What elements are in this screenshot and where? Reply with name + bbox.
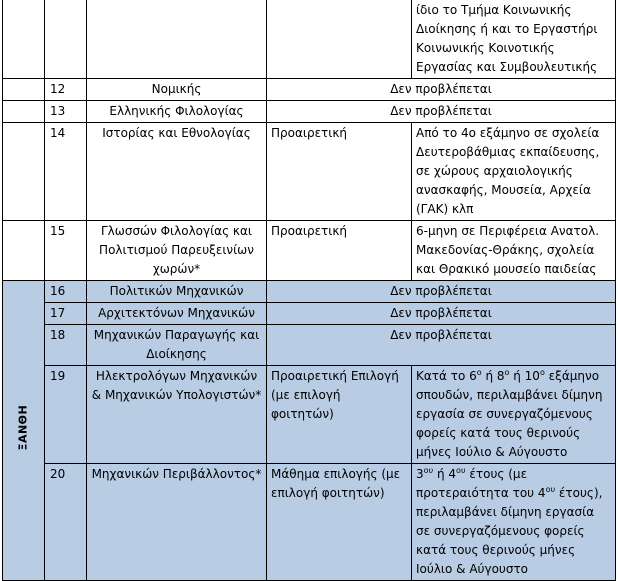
internship-table xyxy=(2,0,616,581)
department-name: Αρχιτεκτόνων Μηχανικών xyxy=(87,303,267,325)
table-row xyxy=(3,366,616,464)
campus-label: ΞΑΝΘΗ xyxy=(16,404,30,451)
department-name: Μηχανικών Περιβάλλοντος* xyxy=(87,464,267,581)
department-name: Ελληνικής Φιλολογίας xyxy=(87,101,267,123)
table-row xyxy=(3,101,616,123)
row-number: 13 xyxy=(45,101,87,123)
table-row xyxy=(3,221,616,281)
not-provided-text: Δεν προβλέπεται xyxy=(267,79,616,101)
table-row xyxy=(3,281,616,303)
internship-type: Προαιρετική xyxy=(267,221,412,281)
table-row xyxy=(3,464,616,581)
internship-details: ίδιο το Τμήμα Κοινωνικής Διοίκησης ή και το Εργαστήρι Κοινωνικής Κοινοτικής Εργασίας και Συμβουλευτικής xyxy=(412,0,616,79)
internship-details: 6-μηνη σε Περιφέρεια Ανατολ. Μακεδονίας-Θράκης, σχολεία και Θρακικό μουσείο παιδείας xyxy=(412,221,616,281)
not-provided-text: Δεν προβλέπεται xyxy=(267,281,616,303)
table-row xyxy=(3,0,616,79)
internship-details: Κατά το $6^o$ ή $8^o$ ή $10^o$ εξάμηνο σπουδών, περιλαμβάνει δίμηνη εργασία σε συνεργαζόμενους φορείς κατά τους θερινούς μήνες Ιούλιο & Αύγουστο xyxy=(412,366,616,464)
table-row xyxy=(3,303,616,325)
internship-details: $3^{o\upsilon}$ ή $4^{o\upsilon}$ έτους (με προτεραιότητα του $4^{o\upsilon}$ έτους), περιλαμβάνει δίμηνη εργασία σε συνεργαζόμενους φορείς κατά τους θερινούς μήνες Ιούλιο & Αύγουστο xyxy=(412,464,616,581)
department-name: Μηχανικών Παραγωγής και Διοίκησης xyxy=(87,325,267,366)
table-row xyxy=(3,79,616,101)
table-row xyxy=(3,123,616,221)
internship-type: Προαιρετική xyxy=(267,123,412,221)
internship-type: Προαιρετική Επιλογή (με επιλογή φοιτητών) xyxy=(267,366,412,464)
row-number: 19 xyxy=(45,366,87,464)
department-name: Ηλεκτρολόγων Μηχανικών & Μηχανικών Υπολογιστών* xyxy=(87,366,267,464)
row-number: 17 xyxy=(45,303,87,325)
department-name: Νομικής xyxy=(87,79,267,101)
row-number: 12 xyxy=(45,79,87,101)
row-number xyxy=(45,0,87,79)
row-number: 14 xyxy=(45,123,87,221)
not-provided-text: Δεν προβλέπεται xyxy=(267,325,616,366)
not-provided-text: Δεν προβλέπεται xyxy=(267,101,616,123)
department-name: Ιστορίας και Εθνολογίας xyxy=(87,123,267,221)
department-name: Πολιτικών Μηχανικών xyxy=(87,281,267,303)
internship-details: Από το 4ο εξάμηνο σε σχολεία Δευτεροβάθμιας εκπαίδευσης, σε χώρους αρχαιολογικής ανασκαφής, Μουσεία, Αρχεία (ΓΑΚ) κλπ xyxy=(412,123,616,221)
row-number: 16 xyxy=(45,281,87,303)
row-number: 18 xyxy=(45,325,87,366)
row-number: 20 xyxy=(45,464,87,581)
campus-group-cell xyxy=(3,281,45,581)
department-name: Γλωσσών Φιλολογίας και Πολιτισμού Παρευξεινίων χωρών* xyxy=(87,221,267,281)
internship-type: Μάθημα επιλογής (με επιλογή φοιτητών) xyxy=(267,464,412,581)
department-name xyxy=(87,0,267,79)
row-number: 15 xyxy=(45,221,87,281)
internship-type xyxy=(267,0,412,79)
not-provided-text: Δεν προβλέπεται xyxy=(267,303,616,325)
table-row xyxy=(3,325,616,366)
